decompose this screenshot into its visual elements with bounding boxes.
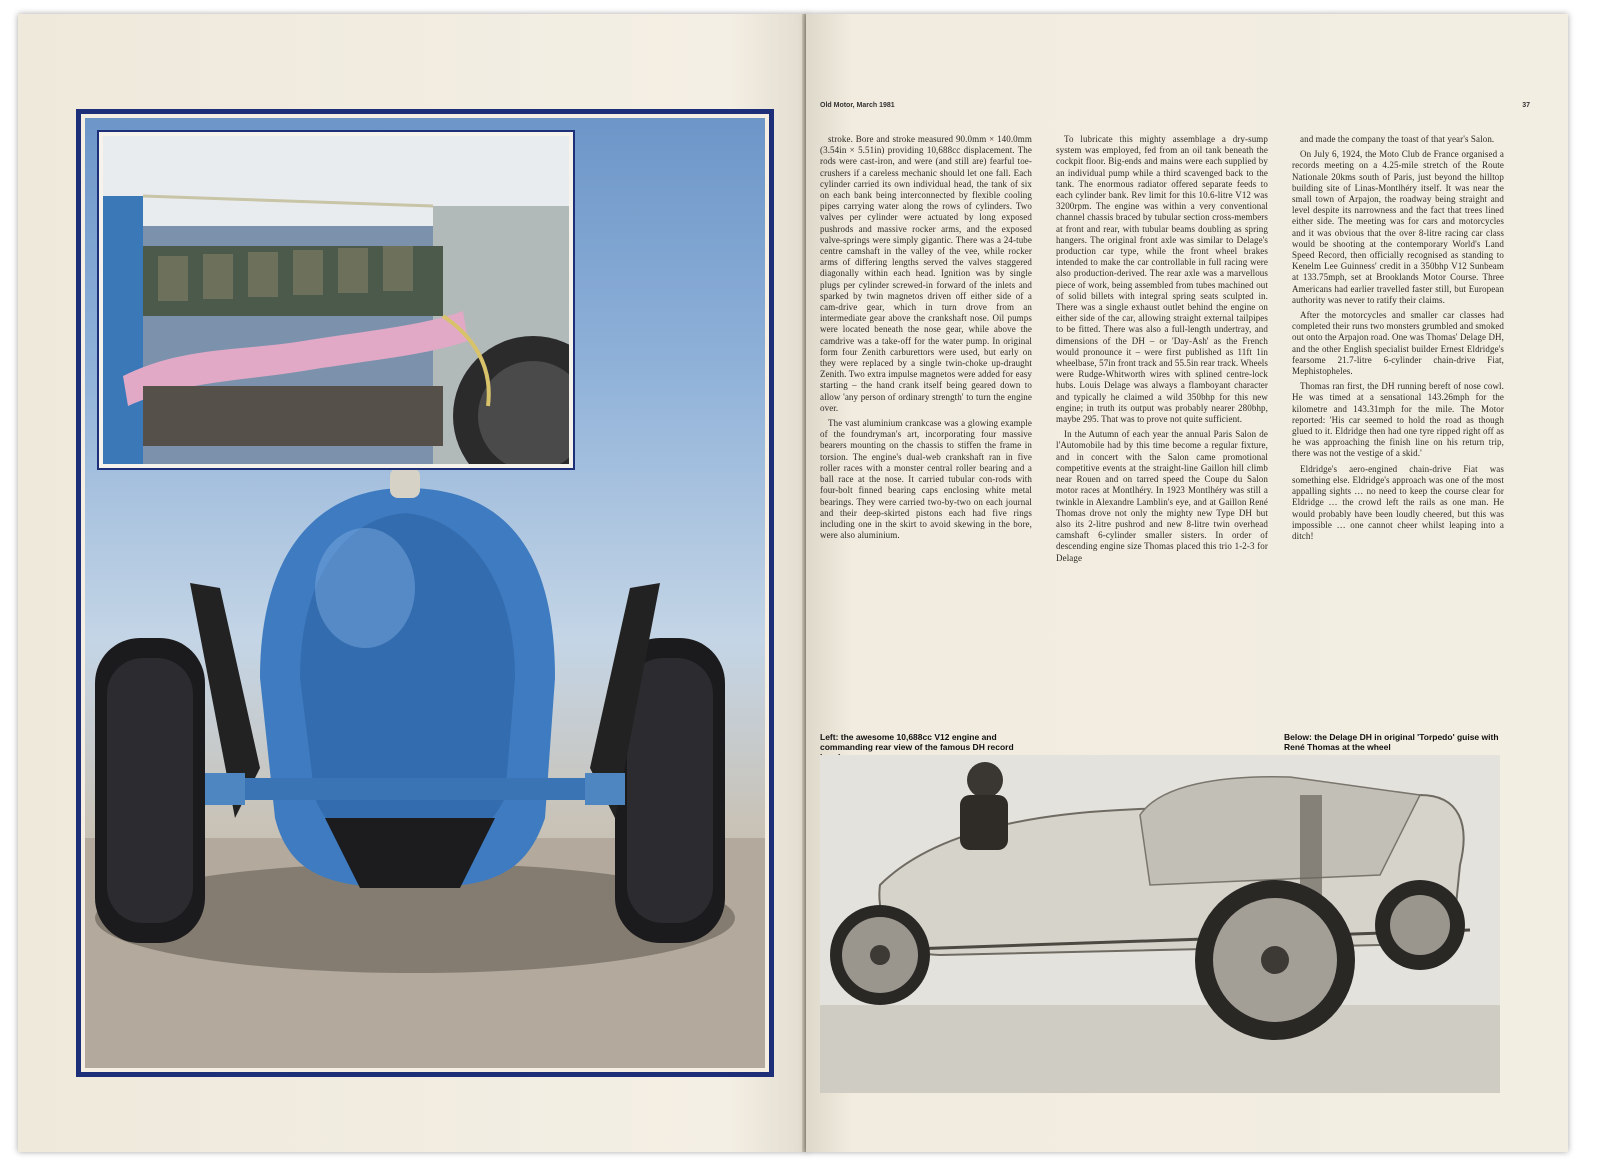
paragraph: In the Autumn of each year the annual Paris Salon de l'Automobile had by this time become a regular fixture, and in concert with the Salon came promotional competitive events at the straight-line Gaillon hill climb near Rouen and on tarred speed the Coupe du Salon motor races at Montlhéry. In 1923 Montlhéry was still a twinkle in Alexandre Lamblin's eye, and at Gaillon René Thomas drove not only the mighty new Type DH but also its 2-litre pushrod and new 8-litre twin overhead camshaft 6-cylinder smaller sisters. In order of descending engine size Thomas placed this trio 1-2-3 for Delage (1056, 429, 1268, 563)
car-rear-view-photo (85, 118, 765, 1068)
caption-left-photos: Left: the awesome 10,688cc V12 engine and commanding rear view of the famous DH record (820, 732, 1014, 752)
text-column-1 (820, 134, 1032, 545)
vintage-racecar-photo (820, 755, 1500, 1093)
paragraph: The vast aluminium crankcase was a glowing example of the foundryman's art, incorporating four massive bearers mounting on the chassis to stiffen the frame in torsion. The engine's dual-web crankshaft ran in five roller races with a monster central roller bearing and a ball race at the nose. It carried tubular con-rods with four-bolt finned bearing caps enclosing white metal bearings. They were carried two-by-two on each journal and their deep-skirted pistons each had five rings including one in the skirt to avoid skewing in the bore, were also aluminium. (820, 418, 1032, 541)
right-page (806, 14, 1568, 1152)
paragraph: and made the company the toast of that year's Salon. (1300, 134, 1495, 144)
engine-bay-photo (99, 132, 573, 468)
paragraph: After the motorcycles and smaller car classes had completed their runs two monsters grumbled and smoked out onto the Arpajon road. One was Thomas' Delage DH, and the other English specialist builder Ernest Eldridge's fearsome 21.7-litre 6-cylinder chain-drive Fiat, Mephistopheles. (1292, 310, 1505, 377)
text-column-2 (1056, 134, 1268, 568)
text-column-3 (1292, 134, 1504, 546)
left-page (18, 14, 808, 1152)
page-number: 37 (1522, 102, 1530, 109)
paragraph: On July 6, 1924, the Moto Club de France organised a records meeting on a 4.25-mile stretch of the Route Nationale 20kms south of Paris, just beyond the hilltop building site of Linas-Montlhéry itself. It was near the small town of Arpajon, the roadway being straight and level despite its narrowness and the fact that trees lined either side. The meeting was for cars and motorcycles and it was obvious that the over 8-litre racing car class would be shooting at the contemporary World's Land Speed Record, then officially recognised as standing to Kenelm Lee Guinness' credit in a 350bhp V12 Sunbeam at 133.75mph, set at Brooklands Motor Course. Three Americans had earlier travelled faster still, but European authority was never to ratify their claims. (1292, 149, 1504, 305)
caption-right-photo: Below: the Delage DH in original 'Torpedo' guise with René Thomas at the wheel (1284, 732, 1499, 752)
paragraph: stroke. Bore and stroke measured 90.0mm × 140.0mm (3.54in × 5.51in) providing 10,688cc displacement. The rods were cast-iron, and were (and still are) fearful toe-crushers if a careless mechanic should let one fall. Each cylinder carried its own individual head, the tank of six on each bank being interconnected by flexible cooling pipes carrying water along the rows of cylinders. Two valves per cylinder were actuated by long exposed pushrods and massive rocker arms, and the exposed valve-springs were simply gigantic. There was a 24-tube centre camshaft in the valley of the vee, while rocker arms of differing lengths served the valves staggered diagonally within each head. Ignition was by single plugs per cylinder screwed-in forward of the inlets and sparked by twin magnetos driven off either side of a cam-drive gear, which in turn drove from an intermediate gear above the crankshaft nose. Oil pumps were located beneath the nose gear, while above the camdrive was a take-off for the water pump. In original form four Zenith carburettors were used, but early on they were replaced by a single twin-choke up-draught Zenith. Two extra impulse magnetos were added for easy starting – the hand crank itself being geared down to allow 'any person of ordinary strength' to turn the engine over. (820, 134, 1032, 413)
racecar-side-illustration (820, 755, 1500, 1093)
engine-illustration (103, 136, 569, 464)
paragraph: To lubricate this mighty assemblage a dry-sump system was employed, fed from an oil tank beneath the cockpit floor. Big-ends and mains were each supplied by an individual pump while a third scavenged back to the tank. The enormous radiator offered separate feeds to each cylinder bank. Rev limit for this 10.6-litre V12 was 3200rpm. The engine was within a very conventional channel chassis braced by tubular section cross-members at front and rear, with tubular beams doubling as spring hangers. The original front axle was similar to Delage's production car type, while the front wheel brakes intended to make the car controllable in full racing were also production-derived. The rear axle was a marvellous piece of work, being assembled from tubes machined out of solid billets with integral spring seats sculpted in. There was a single exhaust outlet behind the engine on either side of the car, allowing straight external tailpipes to be fitted. There was also a full-length undertray, and dimensions of the DH – or 'Day-Ash' as the French would pronounce it – were first published as 11ft 1in wheelbase, 57in front track and 55.5in rear track. Wheels were Rudge-Whitworth wires with splined centre-lock hubs. Louis Delage was always a flamboyant character and typically he claimed a wild 350bhp for this new engine; in truth its output was probably nearer 280bhp, maybe 295. That was to prove not quite sufficient. (1056, 134, 1268, 425)
photo-plate-frame (76, 109, 774, 1077)
paragraph: Eldridge's aero-engined chain-drive Fiat was something else. Eldridge's approach was one of the most appalling sights … no need to keep the course clear for Eldridge … the crowd left the rails as one man. He would probably have been loudly cheered, but this was impossible … one cannot cheer whilst leaping into a ditch! (1292, 463, 1504, 541)
paragraph: Thomas ran first, the DH running bereft of nose cowl. He was timed at a sensational 143.26mph for the kilometre and 143.31mph for the mile. The Motor reported: 'His car seemed to hold the road as though glued to it. Eldridge then had one tyre ripped right off as he was approaching the finish line on his return trip, there was not the vestige of a skid.' (1292, 381, 1504, 459)
running-head: Old Motor, March 1981 (820, 102, 895, 109)
